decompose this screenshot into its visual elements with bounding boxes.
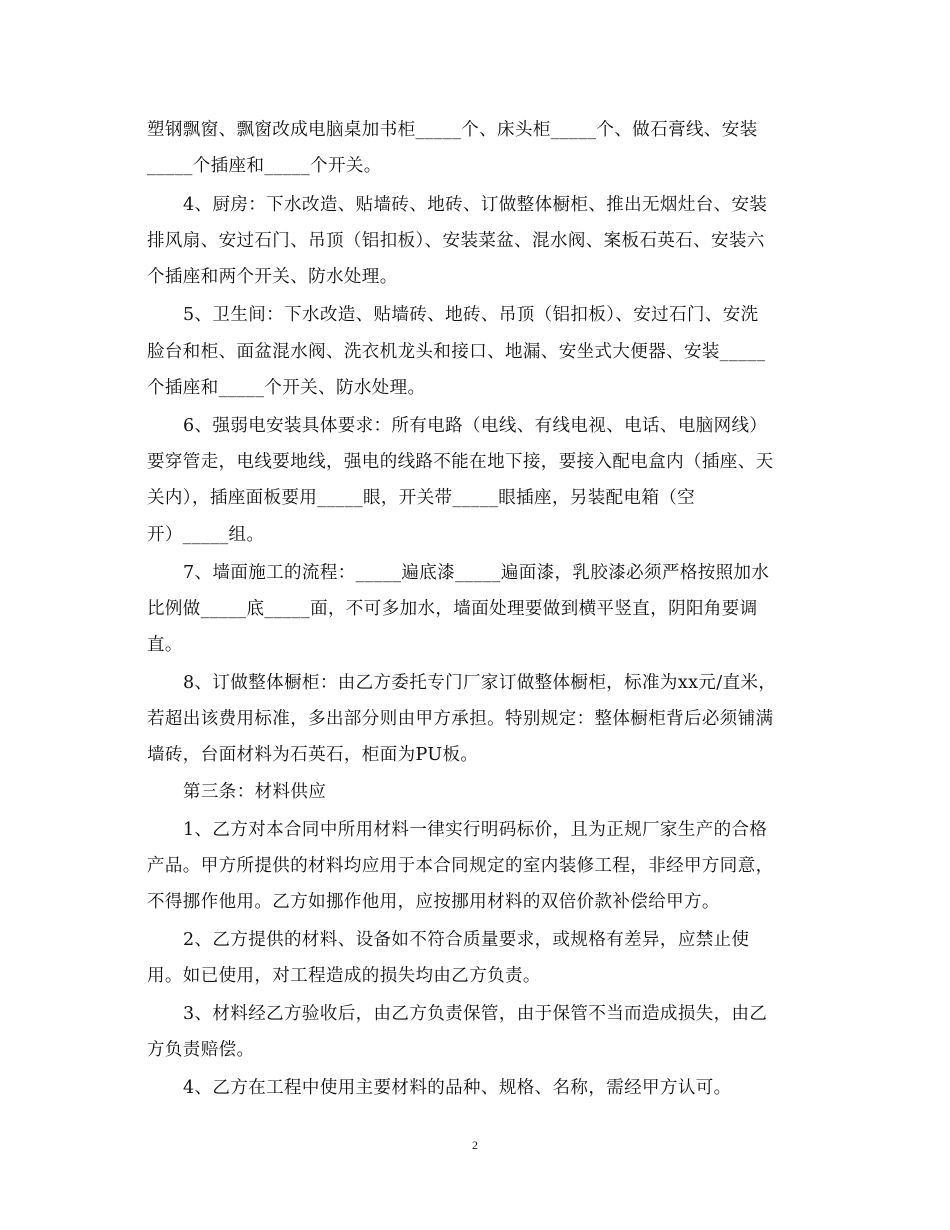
text-line: 塑钢飘窗、飘窗改成电脑桌加书柜_____个、床头柜_____个、做石膏线、安装 bbox=[147, 120, 758, 140]
text-line: 3、材料经乙方验收后，由乙方负责保管，由于保管不当而造成损失，由乙 bbox=[183, 1004, 768, 1024]
text-line: 1、乙方对本合同中所用材料一律实行明码标价，且为正规厂家生产的合格 bbox=[183, 820, 768, 840]
text-line: 8、订做整体橱柜：由乙方委托专门厂家订做整体橱柜，标准为xx元/直米， bbox=[183, 673, 777, 693]
text-line: 5、卫生间：下水改造、贴墙砖、地砖、吊顶（铝扣板）、安过石门、安洗 bbox=[183, 305, 759, 325]
text-line: 排风扇、安过石门、吊顶（铝扣板）、安装菜盆、混水阀、案板石英石、安装六 bbox=[147, 231, 765, 251]
text-line: 方负责赔偿。 bbox=[147, 1040, 255, 1060]
text-line: 4、乙方在工程中使用主要材料的品种、规格、名称，需经甲方认可。 bbox=[183, 1078, 732, 1098]
text-line: 若超出该费用标准，多出部分则由甲方承担。特别规定：整体橱柜背后必须铺满 bbox=[147, 709, 774, 729]
text-line: 要穿管走，电线要地线，强电的线路不能在地下接，要接入配电盒内（插座、天 bbox=[147, 452, 774, 472]
text-line: 脸台和柜、面盆混水阀、洗衣机龙头和接口、地漏、安坐式大便器、安装_____ bbox=[147, 342, 766, 362]
text-line: 4、厨房：下水改造、贴墙砖、地砖、订做整体橱柜、推出无烟灶台、安装 bbox=[183, 195, 768, 215]
text-line: 直。 bbox=[147, 635, 183, 655]
text-line: 个插座和_____个开关、防水处理。 bbox=[147, 378, 426, 398]
text-line: 比例做_____底_____面，不可多加水，墙面处理要做到横平竖直，阴阳角要调 bbox=[147, 599, 758, 619]
text-line: 不得挪作他用。乙方如挪作他用，应按挪用材料的双倍价款补偿给甲方。 bbox=[147, 892, 720, 912]
text-line: 开）_____组。 bbox=[147, 525, 265, 545]
text-line: _____个插座和_____个开关。 bbox=[147, 156, 382, 176]
section-heading: 第三条：材料供应 bbox=[183, 782, 327, 802]
text-line: 7、墙面施工的流程：_____遍底漆_____遍面漆，乳胶漆必须严格按照加水 bbox=[183, 563, 770, 583]
text-line: 6、强弱电安装具体要求：所有电路（电线、有线电视、电话、电脑网线） bbox=[183, 416, 768, 436]
page-number: 2 bbox=[472, 1138, 478, 1152]
text-line: 关内），插座面板要用_____眼，开关带_____眼插座，另装配电箱（空 bbox=[147, 488, 696, 508]
text-line: 用。如已使用，对工程造成的损失均由乙方负责。 bbox=[147, 966, 541, 986]
text-line: 2、乙方提供的材料、设备如不符合质量要求，或规格有差异，应禁止使 bbox=[183, 930, 750, 950]
text-line: 个插座和两个开关、防水处理。 bbox=[147, 267, 398, 287]
text-line: 产品。甲方所提供的材料均应用于本合同规定的室内装修工程，非经甲方同意， bbox=[147, 856, 774, 876]
text-line: 墙砖，台面材料为石英石，柜面为PU板。 bbox=[147, 745, 479, 765]
